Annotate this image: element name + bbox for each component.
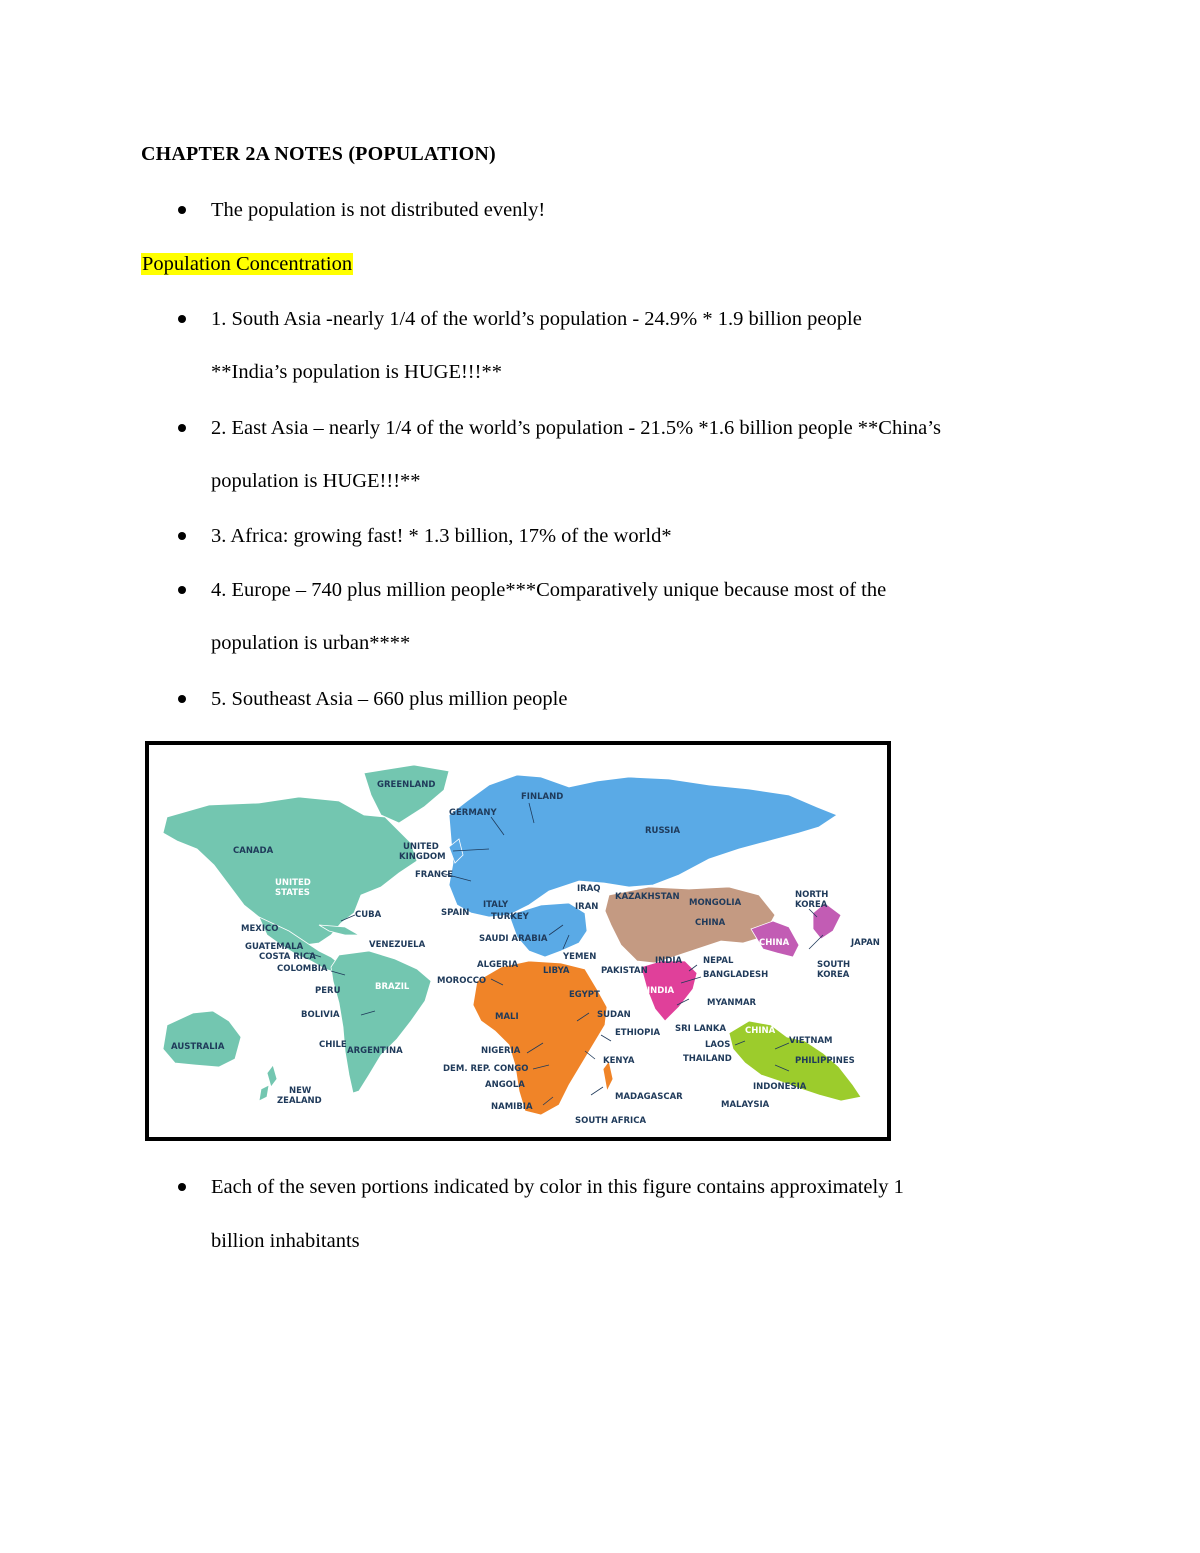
bullet-icon [178,695,186,703]
map-label-myanmar: MYANMAR [707,998,757,1008]
list-item-line: 4. Europe – 740 plus million people***Comparatively unique because most of the [211,579,887,601]
bullet-icon [178,424,186,432]
map-label-venezuela: VENEZUELA [369,940,426,950]
map-label-madagascar: MADAGASCAR [615,1092,683,1102]
map-label-pakistan: PAKISTAN [601,966,648,976]
map-label-united-states: UNITED [275,878,311,888]
map-label-peru: PERU [315,986,341,996]
map-label-namibia: NAMIBIA [491,1102,533,1112]
map-label-laos: LAOS [705,1040,731,1050]
map-label-china-se: CHINA [745,1026,776,1036]
section-heading-highlight: Population Concentration [142,253,353,275]
map-label-vietnam: VIETNAM [789,1036,833,1046]
list-item-line: population is HUGE!!!** [211,470,421,492]
map-label-mongolia: MONGOLIA [689,898,742,908]
map-label-ethiopia: ETHIOPIA [615,1028,661,1038]
map-label-india: INDIA [647,986,675,996]
bullet-icon [178,1183,186,1191]
map-label-thailand: THAILAND [683,1054,732,1064]
map-label-australia: AUSTRALIA [171,1042,225,1052]
map-label-spain: SPAIN [441,908,470,918]
map-label-north-korea-2: KOREA [795,900,828,910]
list-item-line: 1. South Asia -nearly 1/4 of the world’s population - 24.9% * 1.9 billion people [211,308,862,330]
greenland-shape [364,765,449,823]
map-label-guatemala: GUATEMALA [245,942,304,952]
africa-shape [473,961,613,1115]
bullet-icon [178,532,186,540]
map-label-japan: JAPAN [851,938,880,948]
map-label-united-states-2: STATES [275,888,310,898]
map-leader-line [809,935,823,949]
north-america-shape [163,797,417,945]
map-label-india-top: INDIA [655,956,683,966]
map-label-north-korea: NORTH [795,890,829,900]
map-label-algeria: ALGERIA [477,960,519,970]
map-label-south-africa: SOUTH AFRICA [575,1116,647,1126]
map-label-south-korea: SOUTH [817,960,851,970]
list-item-line: 2. East Asia – nearly 1/4 of the world’s population - 21.5% *1.6 billion people **China’s [211,417,941,439]
map-label-angola: ANGOLA [485,1080,525,1090]
new-zealand-shape [259,1065,277,1101]
map-leader-line [601,1035,611,1041]
map-label-canada: CANADA [233,846,274,856]
map-svg [149,745,887,1137]
map-label-mali: MALI [495,1012,519,1022]
map-label-nepal: NEPAL [703,956,734,966]
closing-bullet-text-2: billion inhabitants [211,1230,360,1252]
south-america-shape [331,951,431,1093]
map-label-philippines: PHILIPPINES [795,1056,855,1066]
list-item-line: 3. Africa: growing fast! * 1.3 billion, 17% of the world* [211,525,672,547]
map-label-dem-rep-congo: DEM. REP. CONGO [443,1064,529,1074]
map-label-kazakhstan: KAZAKHSTAN [615,892,680,902]
closing-bullet-text: Each of the seven portions indicated by color in this figure contains approximately 1 [211,1176,904,1198]
map-label-egypt: EGYPT [569,990,600,1000]
bullet-icon [178,206,186,214]
map-label-bolivia: BOLIVIA [301,1010,340,1020]
intro-bullet-text: The population is not distributed evenly! [211,199,546,221]
map-label-france: FRANCE [415,870,454,880]
map-label-greenland: GREENLAND [377,780,436,790]
map-label-libya: LIBYA [543,966,570,976]
map-label-iran: IRAN [575,902,599,912]
map-label-italy: ITALY [483,900,509,910]
map-label-morocco: MOROCCO [437,976,487,986]
map-label-china-east: CHINA [759,938,790,948]
map-label-cuba: CUBA [355,910,382,920]
map-label-nigeria: NIGERIA [481,1046,521,1056]
map-label-new-zealand: NEW [289,1086,312,1096]
map-label-united-kingdom: UNITED [403,842,439,852]
map-label-kenya: KENYA [603,1056,635,1066]
map-label-chile: CHILE [319,1040,347,1050]
map-label-germany: GERMANY [449,808,497,818]
page-title: CHAPTER 2A NOTES (POPULATION) [141,143,496,165]
map-label-colombia: COLOMBIA [277,964,328,974]
map-label-turkey: TURKEY [491,912,529,922]
map-leader-line [591,1087,603,1095]
list-item-line: 5. Southeast Asia – 660 plus million people [211,688,568,710]
map-label-united-kingdom-2: KINGDOM [399,852,446,862]
map-label-russia: RUSSIA [645,826,681,836]
australia-shape [163,1011,241,1067]
map-label-finland: FINLAND [521,792,564,802]
map-label-new-zealand-2: ZEALAND [277,1096,322,1106]
map-label-saudi-arabia: SAUDI ARABIA [479,934,548,944]
map-label-costa-rica: COSTA RICA [259,952,316,962]
map-label-malaysia: MALAYSIA [721,1100,770,1110]
map-label-indonesia: INDONESIA [753,1082,807,1092]
map-label-iraq: IRAQ [577,884,601,894]
map-label-sudan: SUDAN [597,1010,631,1020]
map-label-argentina: ARGENTINA [347,1046,403,1056]
bullet-icon [178,315,186,323]
map-label-south-korea-2: KOREA [817,970,850,980]
list-item-line: **India’s population is HUGE!!!** [211,361,502,383]
map-label-bangladesh: BANGLADESH [703,970,769,980]
map-label-yemen: YEMEN [563,952,597,962]
bullet-icon [178,586,186,594]
world-population-map [145,741,891,1141]
map-label-mexico: MEXICO [241,924,279,934]
map-label-brazil: BRAZIL [375,982,410,992]
map-label-sri-lanka: SRI LANKA [675,1024,727,1034]
section-heading [141,250,353,278]
map-label-china-central: CHINA [695,918,726,928]
list-item-line: population is urban**** [211,632,411,654]
